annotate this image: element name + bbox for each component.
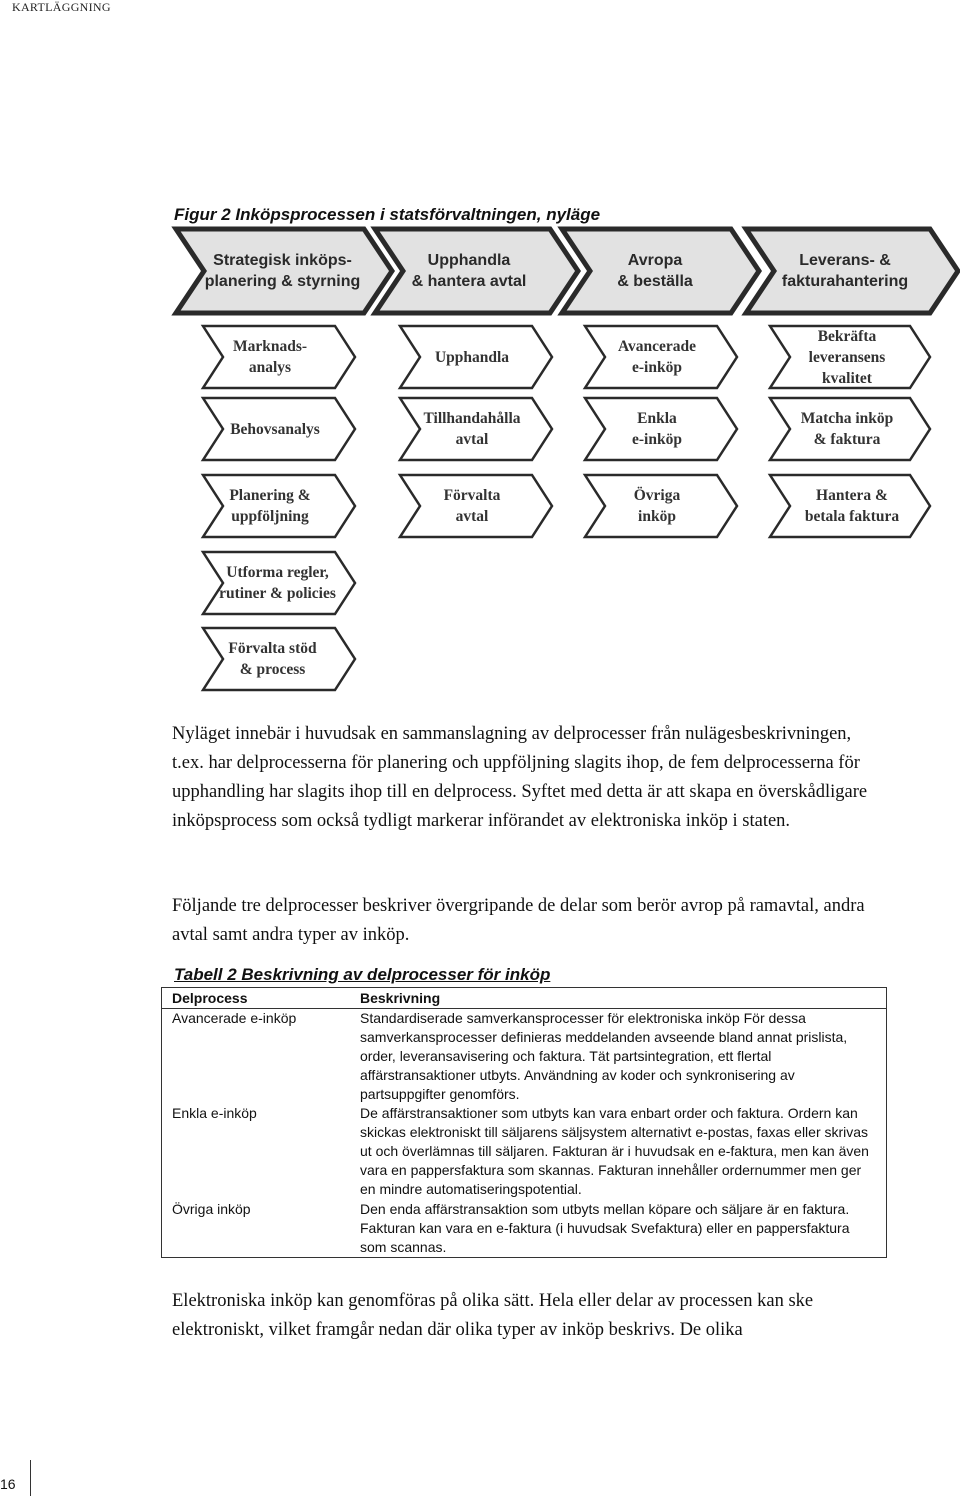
table-cell-description: Standardiserade samverkansprocesser för elektroniska inköp För dessa samverkansprocesser definieras meddelanden avseende bland annat prislista, order, leveransavisering och faktura. Tät partsintegration, ett flertal affärstransaktioner utbyts. Användning av koder och synkronisering av partsuppgifter genomförs. (360, 1010, 848, 1102)
figure-title: Figur 2 Inköpsprocessen i statsförvaltningen, nyläge (174, 205, 601, 224)
table-title: Tabell 2 Beskrivning av delprocesser för inköp (174, 965, 551, 984)
subprocess-label: Övriga inköp (633, 487, 681, 525)
subprocess-label: Hantera & betala faktura (804, 487, 900, 525)
subprocess-label: Behovsanalys (230, 420, 320, 438)
table-row (162, 1009, 887, 1105)
description-table (161, 987, 887, 1258)
table-header-row (162, 988, 887, 1009)
table-row (162, 1104, 887, 1200)
subprocess-label: Bekräfta leveransens kvalitet (808, 327, 886, 387)
phase-label-strategic: Strategisk inköps- planering & styrning (204, 252, 361, 290)
running-header: KARTLÄGGNING (12, 0, 111, 14)
table-cell-process: Övriga inköp (172, 1201, 251, 1217)
phase-label-procure: Upphandla & hantera avtal (411, 252, 527, 290)
page-number: 16 (0, 1476, 16, 1492)
table-cell-description: De affärstransaktioner som utbyts kan vara enbart order och faktura. Ordern kan skickas elektroniskt till säljarens säljsystem alternativt e-postas, faxas eller skrivas ut och överlämnas till säljaren. Fakturan är i huvudsak en e-faktura, men kan även vara en pappersfaktura som skannas. Fakturan innehåller ordernummer men ger en mindre automatiseringspotential. (360, 1105, 869, 1197)
subprocess-label: Tillhandahålla avtal (423, 410, 521, 448)
body-paragraph-1: Nyläget innebär i huvudsak en sammanslagning av delprocesser från nulägesbeskrivningen, t.ex. har delprocesserna för planering och uppföljning slagits ihop, de fem delprocesserna för upphandling har slagits ihop till en delprocess. Syftet med detta är att skapa en överskådligare inköpsprocess som också tydligt markerar införandet av elektroniska inköp i staten. (172, 724, 868, 831)
subprocess-label: Upphandla (434, 348, 510, 366)
subprocess-label: Avancerade e-inköp (617, 338, 697, 376)
column-header-description: Beskrivning (340, 988, 887, 1009)
table-cell-process: Enkla e-inköp (172, 1105, 257, 1121)
subprocess-label: Marknads- analys (232, 338, 308, 376)
phase-label-delivery: Leverans- & fakturahantering (781, 252, 909, 290)
phase-label-order: Avropa & beställa (617, 252, 693, 290)
subprocess-label: Planering & uppföljning (229, 487, 311, 525)
subprocess-label: Enkla e-inköp (632, 410, 682, 448)
column-header-process: Delprocess (162, 988, 341, 1009)
subprocess-label: Förvalta stöd & process (228, 640, 317, 678)
subprocess-label: Förvalta avtal (443, 487, 501, 525)
table-cell-description: Den enda affärstransaktion som utbyts mellan köpare och säljare är en faktura. Fakturan kan vara en e-faktura (i huvudsak Svefaktura) eller en pappersfaktura som scannas. (360, 1201, 850, 1255)
subprocess-label: Matcha inköp & faktura (800, 410, 894, 448)
table-row (162, 1200, 887, 1258)
table-cell-process: Avancerade e-inköp (172, 1010, 297, 1026)
body-paragraph-2: Följande tre delprocesser beskriver övergripande de delar som berör avrop på ramavtal, andra avtal samt andra typer av inköp. (172, 896, 865, 945)
subprocess-label: Utforma regler, rutiner & policies (219, 564, 336, 602)
margin-rule (30, 1460, 31, 1496)
body-paragraph-3: Elektroniska inköp kan genomföras på olika sätt. Hela eller delar av processen kan ske elektroniskt, vilket framgår nedan där olika typer av inköp beskrivs. De olika (172, 1291, 814, 1340)
